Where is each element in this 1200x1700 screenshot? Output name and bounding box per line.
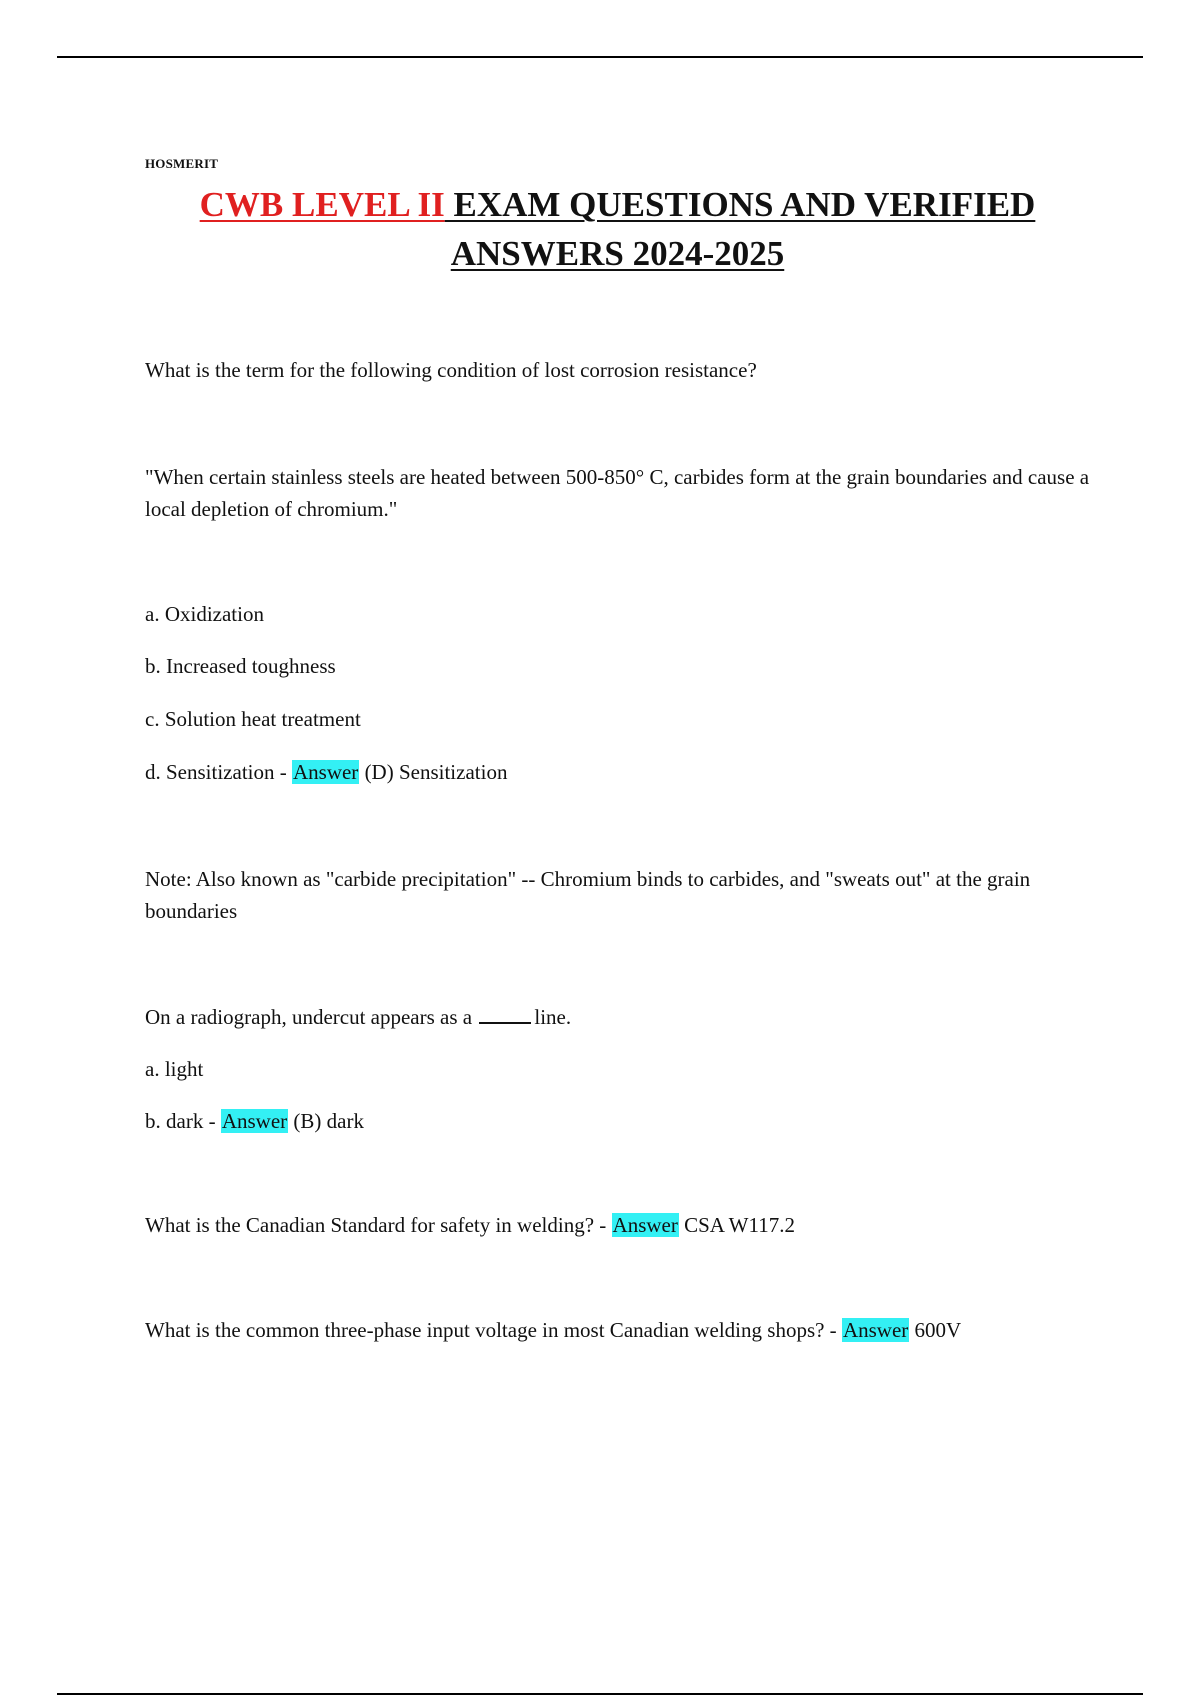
q1-option-b: b. Increased toughness (145, 654, 336, 678)
brand-label: HOSMERIT (145, 156, 219, 171)
q4-question (145, 1314, 1090, 1346)
q4-question-text: What is the common three-phase input voltage in most Canadian welding shops? - (145, 1318, 842, 1342)
title-space (445, 185, 454, 224)
q1-option-a: a. Oxidization (145, 602, 264, 626)
fill-in-blank (479, 1004, 531, 1024)
q2-option-a: a. light (145, 1057, 204, 1081)
q1-option-d (145, 756, 1090, 788)
q4-answer: 600V (909, 1318, 962, 1342)
q1-question: What is the term for the following condition of lost corrosion resistance? (145, 358, 757, 382)
q3-question-text: What is the Canadian Standard for safety in welding? - (145, 1213, 612, 1237)
answer-highlight: Answer (221, 1109, 288, 1133)
q1-option-c: c. Solution heat treatment (145, 707, 361, 731)
answer-highlight: Answer (292, 760, 359, 784)
q1-option-d-text: d. Sensitization - (145, 760, 292, 784)
answer-highlight: Answer (612, 1213, 678, 1237)
q2-question-after: line. (534, 1005, 572, 1029)
title-black-part: EXAM QUESTIONS AND VERIFIED (453, 185, 1036, 224)
q3-answer: CSA W117.2 (678, 1213, 795, 1237)
document-title (145, 180, 1090, 278)
q3-question (145, 1209, 1090, 1241)
q2-question (145, 1001, 1090, 1033)
q2-option-b (145, 1105, 1090, 1137)
answer-highlight: Answer (842, 1318, 909, 1342)
title-line2: ANSWERS 2024-2025 (450, 234, 785, 273)
top-rule (57, 56, 1143, 58)
q2-answer: (B) dark (288, 1109, 364, 1133)
q1-quote: "When certain stainless steels are heated between 500-850° C, carbides form at the grain boundaries and cause a local depletion of chromium." (145, 465, 1090, 521)
title-red-part: CWB LEVEL II (199, 185, 445, 224)
q1-answer: (D) Sensitization (359, 760, 508, 784)
q1-note: Note: Also known as "carbide precipitation" -- Chromium binds to carbides, and "sweats out" at the grain boundaries (145, 867, 1031, 923)
q2-question-before: On a radiograph, undercut appears as a (145, 1005, 478, 1029)
bottom-rule (57, 1693, 1143, 1695)
q2-option-b-text: b. dark - (145, 1109, 221, 1133)
